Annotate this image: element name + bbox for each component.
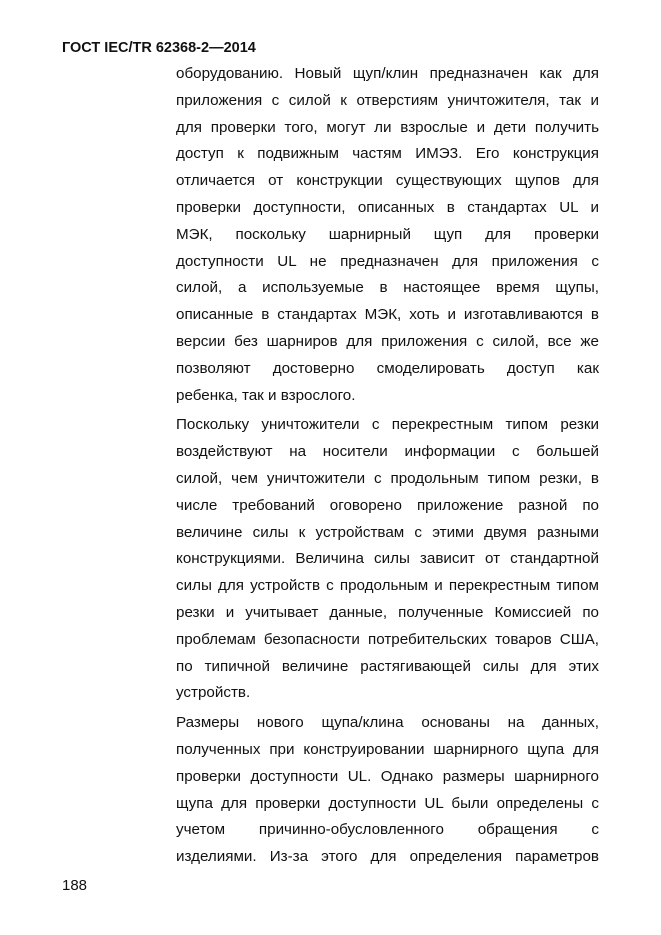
- text-line: Поскольку уничтожители с перекрестным типом резки: [176, 416, 599, 434]
- text-line: силой, чем уничтожители с продольным типом резки, в: [176, 469, 599, 487]
- text-line: щупа для проверки доступности UL были определены с: [176, 794, 599, 812]
- page-number: 188: [62, 877, 88, 894]
- paragraph: [176, 710, 599, 871]
- text-line: описанные в стандартах МЭК, хоть и изготавливаются в: [176, 306, 599, 324]
- text-line: проверки доступности, описанных в стандартах UL и: [176, 198, 599, 216]
- text-line: приложения с силой к отверстиям уничтожителя, так и: [176, 91, 599, 109]
- document-header: ГОСТ IEC/TR 62368-2—2014: [62, 40, 256, 56]
- text-line: для проверки того, могут ли взрослые и дети получить: [176, 118, 599, 136]
- text-line: резки и учитывает данные, полученные Комиссией по: [176, 603, 599, 621]
- text-line: учетом причинно-обусловленного обращения с: [176, 821, 599, 839]
- text-line: силой, а используемые в настоящее время щупы,: [176, 279, 599, 297]
- text-line: проблемам безопасности потребительских товаров США,: [176, 630, 599, 648]
- text-line: полученных при конструировании шарнирного щупа для: [176, 740, 599, 758]
- text-line: отличается от конструкции существующих щупов для: [176, 172, 599, 190]
- text-line: воздействуют на носители информации с большей: [176, 443, 599, 461]
- text-line: ребенка, так и взрослого.: [176, 386, 356, 404]
- paragraph: [176, 412, 599, 707]
- text-line: устройств.: [176, 684, 251, 702]
- text-line: доступности UL не предназначен для приложения с: [176, 252, 599, 270]
- text-line: величине силы к устройствам с этими двумя разными: [176, 523, 599, 541]
- text-line: конструкциями. Величина силы зависит от стандартной: [176, 550, 599, 568]
- text-line: по типичной величине растягивающей силы для этих: [176, 657, 599, 675]
- text-line: позволяют достоверно смоделировать доступ как: [176, 359, 599, 377]
- text-line: Размеры нового щупа/клина основаны на данных,: [176, 714, 599, 732]
- text-line: оборудованию. Новый щуп/клин предназначен как для: [176, 65, 599, 82]
- text-line: числе требований оговорено приложение разной по: [176, 496, 599, 514]
- text-line: изделиями. Из-за этого для определения параметров: [176, 848, 599, 866]
- body-text: [176, 61, 599, 871]
- text-line: доступ к подвижным частям ИМЭ3. Его конструкция: [176, 145, 599, 163]
- text-line: МЭК, поскольку шарнирный щуп для проверки: [176, 225, 599, 243]
- text-line: версии без шарниров для приложения с силой, все же: [176, 332, 599, 350]
- text-line: проверки доступности UL. Однако размеры шарнирного: [176, 767, 599, 785]
- text-line: силы для устройств с продольным и перекрестным типом: [176, 577, 599, 595]
- paragraph: [176, 61, 599, 409]
